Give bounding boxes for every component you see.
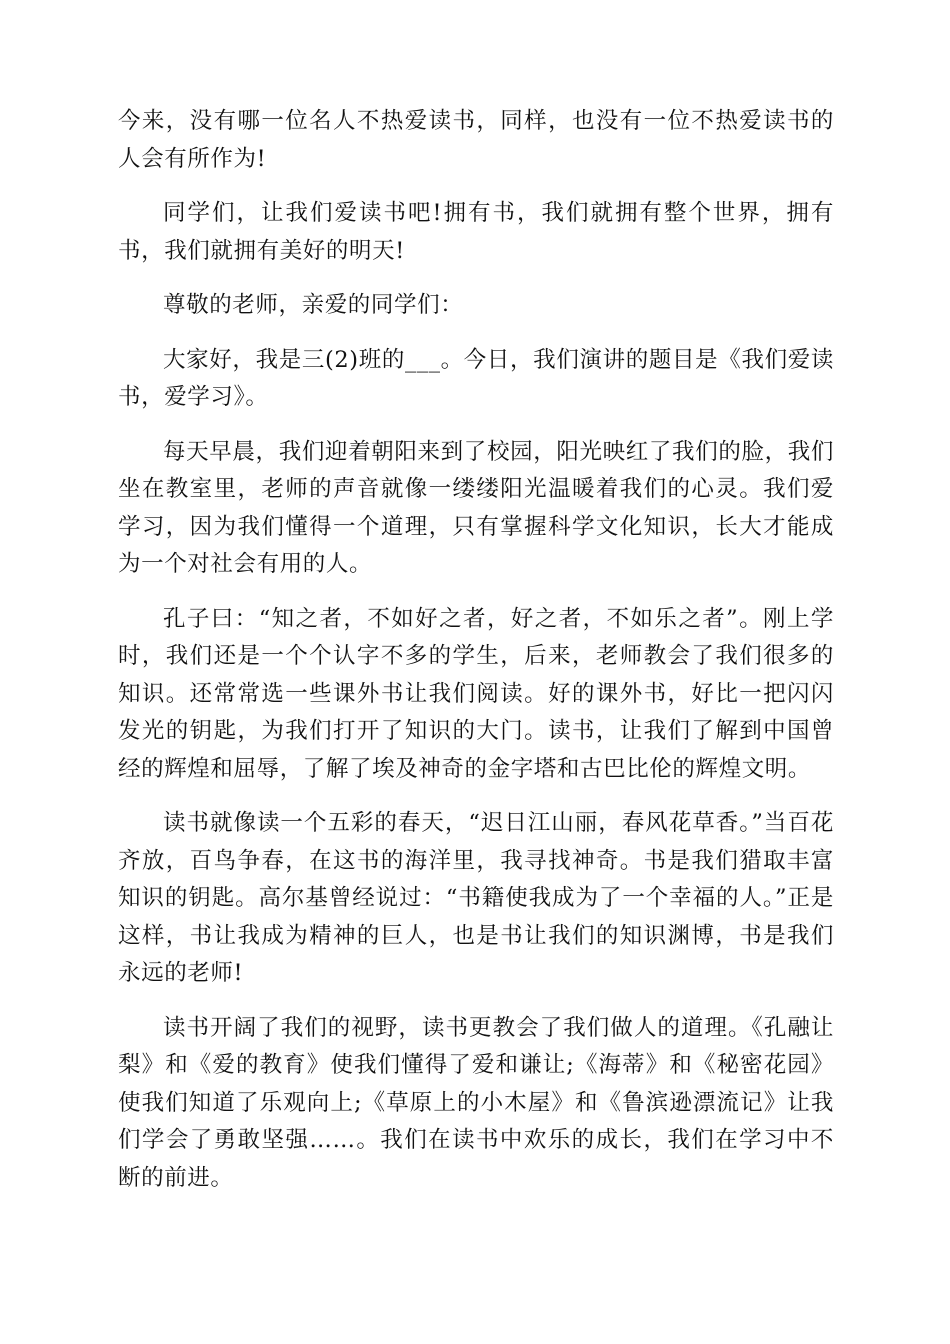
paragraph-7: 读书就像读一个五彩的春天，“迟日江山丽，春风花草香。”当百花齐放，百鸟争春，在这书的海洋里，我寻找神奇。书是我们猎取丰富知识的钥匙。高尔基曾经说过：“书籍使我成为了一个幸福的人。”正是这样，书让我成为精神的巨人，也是书让我们的知识渊博，书是我们永远的老师! <box>118 810 834 986</box>
paragraph-4: 大家好，我是三(2)班的___。今日，我们演讲的题目是《我们爱读书，爱学习》。 <box>118 346 834 410</box>
paragraph-8: 读书开阔了我们的视野，读书更教会了我们做人的道理。《孔融让梨》和《爱的教育》使我们懂得了爱和谦让;《海蒂》和《秘密花园》使我们知道了乐观向上;《草原上的小木屋》和《鲁滨逊漂流记》让我们学会了勇敢坚强……。我们在读书中欢乐的成长，我们在学习中不断的前进。 <box>118 1014 834 1191</box>
paragraph-1: 今来，没有哪一位名人不热爱读书，同样，也没有一位不热爱读书的人会有所作为! <box>118 108 834 172</box>
paragraph-3: 尊敬的老师，亲爱的同学们： <box>163 292 464 318</box>
paragraph-6: 孔子曰：“知之者，不如好之者，好之者，不如乐之者”。刚上学时，我们还是一个个认字不多的学生，后来，老师教会了我们很多的知识。还常常选一些课外书让我们阅读。好的课外书，好比一把闪闪发光的钥匙，为我们打开了知识的大门。读书，让我们了解到中国曾经的辉煌和屈辱，了解了埃及神奇的金字塔和古巴比伦的辉煌文明。 <box>118 605 834 782</box>
paragraph-5: 每天早晨，我们迎着朝阳来到了校园，阳光映红了我们的脸，我们坐在教室里，老师的声音就像一缕缕阳光温暖着我们的心灵。我们爱学习，因为我们懂得一个道理，只有掌握科学文化知识，长大才能成为一个对社会有用的人。 <box>118 438 834 577</box>
paragraph-2: 同学们，让我们爱读书吧!拥有书，我们就拥有整个世界，拥有书，我们就拥有美好的明天! <box>118 200 834 264</box>
document-body <box>118 103 834 1214</box>
